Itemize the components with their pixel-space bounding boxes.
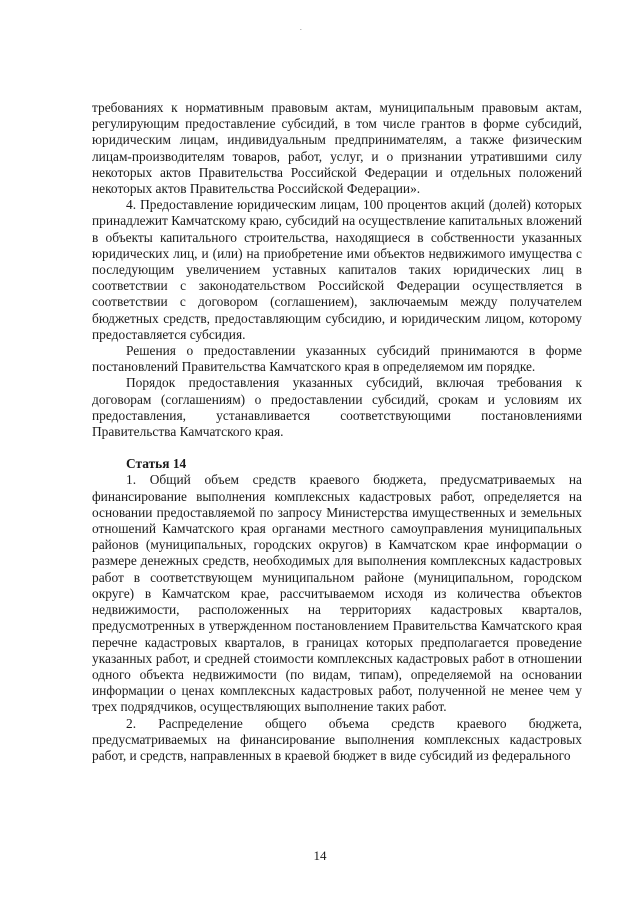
article-paragraph-1: 1. Общий объем средств краевого бюджета, предусматриваемых на финансирование выполнения комплексных кадастровых работ, определяется на основании предоставляемой по запросу Министерства имущественных и земельных отношений Камчатского края органами местного самоуправления муниципальных районов (муниципальных, городских округов) в Камчатском крае информации о размере денежных средств, необходимых для выполнения комплексных кадастровых работ в соответствующем муниципальном районе (муниципальном, городском округе) в Камчатском крае, рассчитываемом исходя из количества объектов недвижимости, расположенных на территориях кадастровых кварталов, предусмотренных в утвержденном постановлением Правительства Камчатского края перечне кадастровых кварталов, в границах которых предполагается проведение указанных работ, и средней стоимости комплексных кадастровых работ в отношении одного объекта недвижимости (по видам, типам), определяемой на основании информации о ценах комплексных кадастровых работ, полученной не менее чем у трех подрядчиков, осуществляющих выполнение таких работ.: [92, 472, 582, 715]
paragraph-continuation: требованиях к нормативным правовым актам, муниципальным правовым актам, регулирующим предоставление субсидий, в том числе грантов в форме субсидий, юридическим лицам, индивидуальным предпринимателям, а также физическим лицам-производителям товаров, работ, услуг, и о признании утратившими силу некоторых актов Правительства Российской Федерации и отдельных положений некоторых актов Правительства Российской Федерации».: [92, 100, 582, 197]
article-paragraph-2: 2. Распределение общего объема средств краевого бюджета, предусматриваемых на финансирование выполнения комплексных кадастровых работ, и средств, направленных в краевой бюджет в виде субсидий из федерального: [92, 715, 582, 763]
paragraph-item-4: 4. Предоставление юридическим лицам, 100 процентов акций (долей) которых принадлежит Камчатскому краю, субсидий на осуществление капитальных вложений в объекты капитального строительства, находящиеся в собственности указанных юридических лиц, и (или) на приобретение ими объектов недвижимого имущества с последующим увеличением уставных капиталов таких юридических лиц в соответствии с законодательством Российской Федерации осуществляется в соответствии с договором (соглашением), заключаемым между получателем бюджетных средств, предоставляющим субсидию, и юридическим лицом, которому предоставляется субсидия.: [92, 197, 582, 342]
document-body: [92, 100, 582, 764]
paragraph-decisions: Решения о предоставлении указанных субсидий принимаются в форме постановлений Правительства Камчатского края в определяемом им порядке.: [92, 343, 582, 375]
page-number: 14: [313, 848, 327, 863]
page-top-mark: .: [300, 24, 302, 32]
paragraph-procedure: Порядок предоставления указанных субсидий, включая требования к договорам (соглашениям) о предоставлении субсидий, срокам и условиям их предоставления, устанавливается соответствующими постановлениями Правительства Камчатского края.: [92, 375, 582, 440]
article-heading: Статья 14: [126, 456, 187, 472]
